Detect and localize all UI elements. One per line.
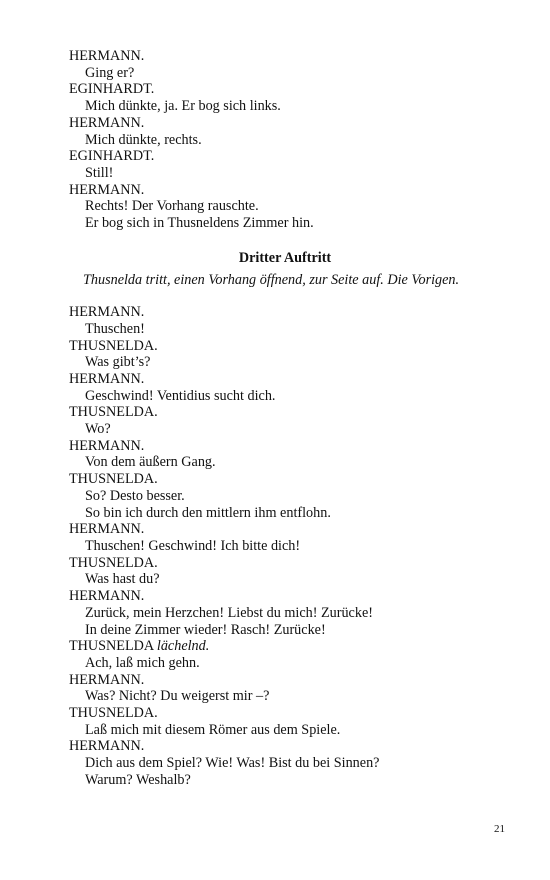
- speaker-label: THUSNELDA.: [69, 554, 158, 571]
- speaker-name: [69, 555, 501, 572]
- dialogue-line: Ging er?: [85, 64, 135, 81]
- speaker-label: HERMANN.: [69, 437, 145, 454]
- stage-direction: Thusnelda tritt, einen Vorhang öffnend, zur Seite auf. Die Vorigen.: [83, 272, 460, 289]
- scene-gap: [69, 232, 501, 248]
- speaker-name: [69, 471, 501, 488]
- page-number: 21: [494, 823, 505, 835]
- dialogue-line: In deine Zimmer wieder! Rasch! Zurücke!: [85, 621, 326, 638]
- dialogue-line: Warum? Weshalb?: [85, 771, 191, 788]
- speaker-direction: lächelnd.: [156, 638, 210, 655]
- speaker-label: THUSNELDA.: [69, 337, 158, 354]
- speaker-name: [69, 182, 501, 199]
- speaker-label: THUSNELDA: [69, 638, 154, 655]
- speaker-label: HERMANN.: [69, 48, 145, 64]
- dialogue-line: Was? Nicht? Du weigerst mir –?: [85, 688, 270, 705]
- dialogue-line: So bin ich durch den mittlern ihm entflohn.: [85, 504, 331, 521]
- speaker-name: [69, 705, 501, 722]
- dialogue-line: Ach, laß mich gehn.: [85, 654, 200, 671]
- speaker-label: THUSNELDA.: [69, 705, 158, 722]
- speaker-label: HERMANN.: [69, 114, 145, 131]
- dialogue-line: Rechts! Der Vorhang rauschte.: [85, 198, 259, 215]
- scene-title: Dritter Auftritt: [238, 249, 332, 266]
- speaker-name: [69, 521, 501, 538]
- speaker-name: [69, 148, 501, 165]
- speaker-name: [69, 48, 501, 65]
- speaker-label: EGINHARDT.: [69, 148, 155, 165]
- speaker-name: [69, 404, 501, 421]
- speaker-name: [69, 115, 501, 132]
- dialogue-after-scene: [69, 304, 501, 788]
- dialogue-line: Mich dünkte, rechts.: [85, 131, 202, 148]
- speaker-label: HERMANN.: [69, 671, 145, 688]
- speaker-name: [69, 338, 501, 355]
- dialogue-line: So? Desto besser.: [85, 487, 185, 504]
- dialogue-line: Laß mich mit diesem Römer aus dem Spiele.: [85, 721, 341, 738]
- speaker-label: HERMANN.: [69, 370, 145, 387]
- dialogue-line: Dich aus dem Spiel? Wie! Was! Bist du bei Sinnen?: [85, 755, 380, 772]
- speaker-label: THUSNELDA.: [69, 404, 158, 421]
- speaker-label: THUSNELDA.: [69, 471, 158, 488]
- speaker-name: [69, 672, 501, 689]
- dialogue-line: Geschwind! Ventidius sucht dich.: [85, 387, 276, 404]
- speaker-label: EGINHARDT.: [69, 81, 155, 98]
- speaker-label: HERMANN.: [69, 304, 145, 321]
- dialogue-line: Was gibt’s?: [85, 354, 151, 371]
- speaker-label: HERMANN.: [69, 181, 145, 198]
- dialogue-before-scene: [69, 48, 501, 232]
- dialogue-line: Er bog sich in Thusneldens Zimmer hin.: [85, 215, 314, 232]
- dialogue-line: Wo?: [85, 421, 111, 438]
- dialogue-line: Von dem äußern Gang.: [85, 454, 216, 471]
- dialogue-line: Zurück, mein Herzchen! Liebst du mich! Zurücke!: [85, 604, 373, 621]
- speaker-label: HERMANN.: [69, 521, 145, 538]
- speaker-label: HERMANN.: [69, 738, 145, 755]
- speaker-name: [69, 638, 501, 655]
- dialogue-line: Still!: [85, 164, 114, 181]
- dialogue-line: Thuschen!: [85, 320, 145, 337]
- speaker-name: [69, 588, 501, 605]
- dialogue-line: Mich dünkte, ja. Er bog sich links.: [85, 98, 281, 115]
- speaker-name: [69, 81, 501, 98]
- speaker-name: [69, 371, 501, 388]
- speaker-name: [69, 438, 501, 455]
- speaker-label: HERMANN.: [69, 588, 145, 605]
- dialogue-line: Thuschen! Geschwind! Ich bitte dich!: [85, 537, 301, 554]
- speaker-name: [69, 304, 501, 321]
- dialogue-line: Was hast du?: [85, 571, 160, 588]
- speaker-name: [69, 738, 501, 755]
- play-text: [69, 48, 501, 789]
